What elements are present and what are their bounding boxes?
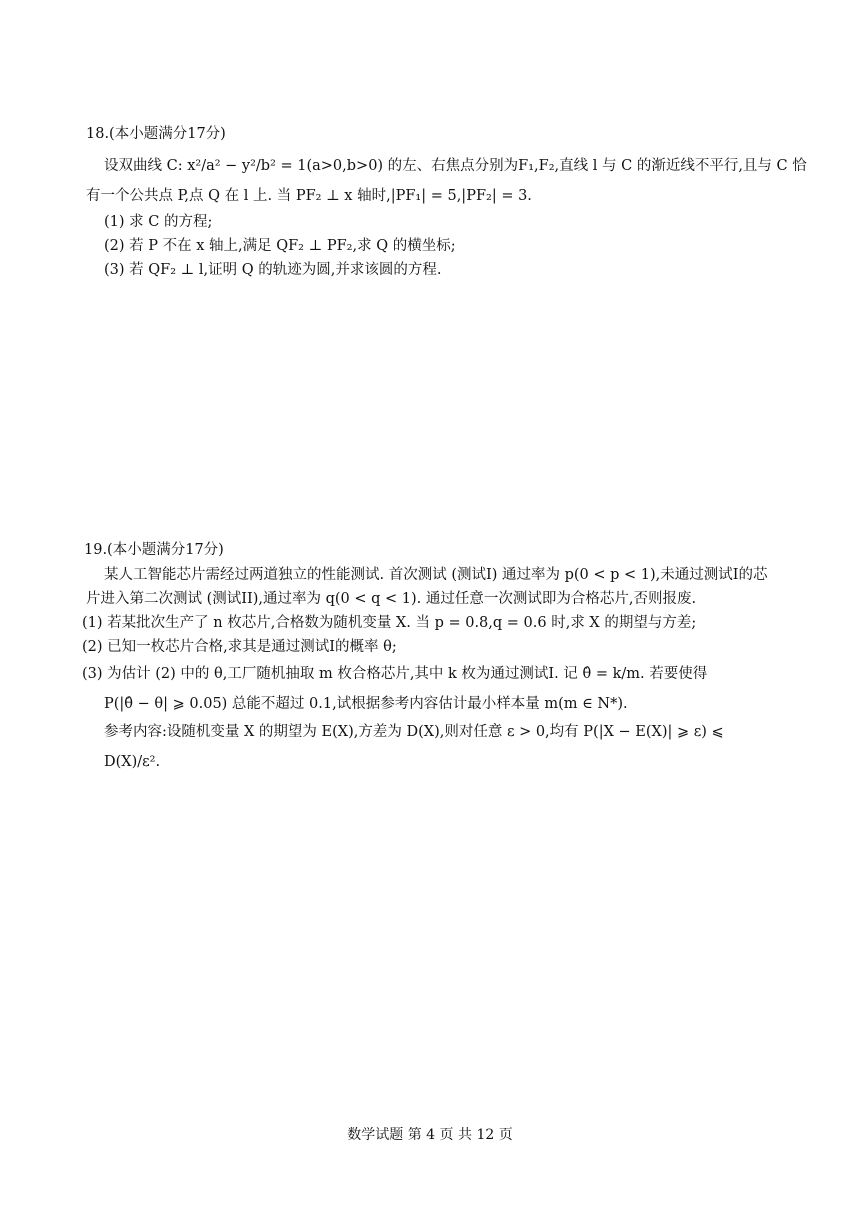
page-footer: 数学试题 第 4 页 共 12 页: [347, 1127, 513, 1143]
q18-part2: (2) 若 P 不在 x 轴上,满足 QF₂ ⊥ PF₂,求 Q 的横坐标;: [104, 238, 456, 254]
q18-heading: 18.(本小题满分17分): [86, 126, 226, 142]
q19-part2: (2) 已知一枚芯片合格,求其是通过测试I的概率 θ;: [82, 639, 397, 655]
q19-stem-line1: 某人工智能芯片需经过两道独立的性能测试. 首次测试 (测试I) 通过率为 p(0 < p < 1),未通过测试I的芯: [104, 567, 768, 583]
q18-part3: (3) 若 QF₂ ⊥ l,证明 Q 的轨迹为圆,并求该圆的方程.: [104, 262, 442, 278]
q19-part1: (1) 若某批次生产了 n 枚芯片,合格数为随机变量 X. 当 p = 0.8,q = 0.6 时,求 X 的期望与方差;: [82, 615, 697, 631]
q18-part1: (1) 求 C 的方程;: [104, 214, 213, 230]
q18-stem-line2: 有一个公共点 P,点 Q 在 l 上. 当 PF₂ ⊥ x 轴时,|PF₁| = 5,|PF₂| = 3.: [86, 188, 532, 204]
q19-reference-line2: D(X)/ε².: [104, 754, 161, 770]
q18-stem-line1: 设双曲线 C: x²/a² − y²/b² = 1(a>0,b>0) 的左、右焦点分别为F₁,F₂,直线 l 与 C 的渐近线不平行,且与 C 恰: [104, 158, 807, 174]
q19-part3-line2: P(|θ̂ − θ| ⩾ 0.05) 总能不超过 0.1,试根据参考内容估计最小样本量 m(m ∈ N*).: [104, 696, 628, 712]
q19-heading: 19.(本小题满分17分): [84, 542, 224, 558]
q19-part3-line1: (3) 为估计 (2) 中的 θ,工厂随机抽取 m 枚合格芯片,其中 k 枚为通过测试I. 记 θ̂ = k/m. 若要使得: [82, 666, 708, 682]
q19-reference-line1: 参考内容:设随机变量 X 的期望为 E(X),方差为 D(X),则对任意 ε > 0,均有 P(|X − E(X)| ⩾ ε) ⩽: [104, 724, 724, 740]
q19-stem-line2: 片进入第二次测试 (测试II),通过率为 q(0 < q < 1). 通过任意一次测试即为合格芯片,否则报废.: [86, 591, 697, 607]
